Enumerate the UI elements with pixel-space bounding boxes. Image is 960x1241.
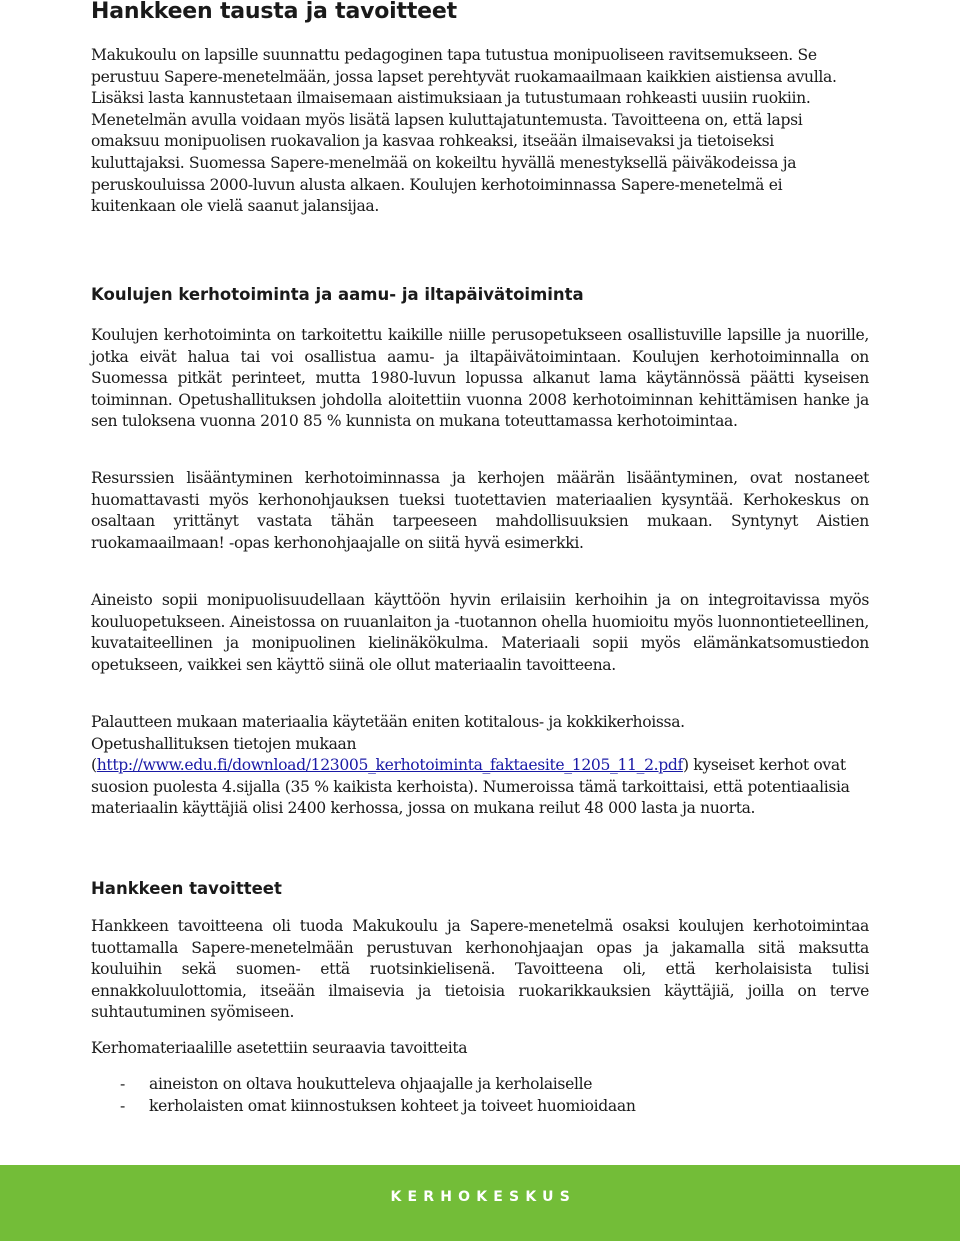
section-heading-kerhotoiminta: Koulujen kerhotoiminta ja aamu- ja iltapäivätoiminta — [91, 285, 584, 304]
paragraph-4-open-paren: ( — [91, 756, 97, 775]
section-heading-tavoitteet: Hankkeen tavoitteet — [91, 879, 282, 898]
goal-text: kerholaisten omat kiinnostuksen kohteet ja toiveet huomioidaan — [149, 1097, 636, 1115]
kerhotoiminta-paragraph-2: Resurssien lisääntyminen kerhotoiminnassa ja kerhojen määrän lisääntyminen, ovat nostaneet huomattavasti myös kerhonohjauksen tueksi tuotettavien materiaalien kysyntää. Kerhokeskus on osaltaan yrittänyt vastata tähän tarpeeseen mahdollisuuksien mukaan. Syntynyt Aistien ruokamaailmaan! -opas kerhonohjaajalle on siitä hyvä esimerkki. — [91, 469, 869, 552]
paragraph-4-line-2: Opetushallituksen tietojen mukaan — [91, 734, 357, 753]
list-dash: - — [120, 1075, 125, 1093]
list-item — [91, 1073, 636, 1095]
page-title: Hankkeen tausta ja tavoitteet — [91, 0, 457, 24]
paragraph-4-rest: ) kyseiset kerhot ovat suosion puolesta 4.sijalla (35 % kaikista kerhoista). Numeroissa tämä tarkoittaisi, että potentiaalisia materiaalin käyttäjiä olisi 2400 kerhossa, jossa on mukana reilut 48 000 lasta ja nuorta. — [91, 756, 850, 818]
intro-paragraph: Makukoulu on lapsille suunnattu pedagoginen tapa tutustua monipuoliseen ravitsemukseen. Se perustuu Sapere-menetelmään, jossa lapset perehtyvät ruokamaailmaan kaikkien aistiensa avulla. Lisäksi lasta kannustetaan ilmaisemaan aistimuksiaan ja tutustumaan rohkeasti uusiin ruokiin. Menetelmän avulla voidaan myös lisätä lapsen kuluttajatuntemusta. Tavoitteena on, että lapsi omaksuu monipuolisen ruokavalion ja kasvaa rohkeaksi, itseään ilmaisevaksi ja tietoiseksi kuluttajaksi. Suomessa Sapere-menelmää on kokeiltu hyvällä menestyksellä päiväkodeissa ja peruskouluissa 2000-luvun alusta alkaen. Koulujen kerhotoiminnassa Sapere-menetelmä ei kuitenkaan ole vielä saanut jalansijaa. — [91, 46, 837, 216]
goal-text: aineiston on oltava houkutteleva ohjaajalle ja kerholaiselle — [149, 1075, 593, 1093]
kerhotoiminta-paragraph-3: Aineisto sopii monipuolisuudellaan käyttöön hyvin erilaisiin kerhoihin ja on integroitavissa myös kouluopetukseen. Aineistossa on ruuanlaiton ja -tuotannon ohella huomioitu myös luonnontieteellinen, kuvataiteellinen ja monipuolinen kielinäkökulma. Materiaali sopii myös elämänkatsomustiedon opetukseen, vaikkei sen käyttö siinä ole ollut materiaalin tavoitteena. — [91, 591, 869, 674]
tavoitteet-paragraph-2: Kerhomateriaalille asetettiin seuraavia tavoitteita — [91, 1039, 468, 1057]
kerhokeskus-logo: KERHOKESKUS — [390, 1189, 576, 1205]
goals-list — [91, 1073, 636, 1117]
kerhotoiminta-paragraph-4 — [91, 712, 869, 820]
list-dash: - — [120, 1097, 125, 1115]
list-item — [91, 1095, 636, 1117]
paragraph-4-line-1: Palautteen mukaan materiaalia käytetään eniten kotitalous- ja kokkikerhoissa. — [91, 713, 685, 731]
faktaesite-link[interactable]: http://www.edu.fi/download/123005_kerhotoiminta_faktaesite_1205_11_2.pdf — [96, 756, 683, 775]
tavoitteet-paragraph-1: Hankkeen tavoitteena oli tuoda Makukoulu ja Sapere-menetelmä osaksi koulujen kerhotoimintaa tuottamalla Sapere-menetelmään perustuvan kerhonohjaajan opas ja jakamalla sitä maksutta kouluihin sekä suomen- että ruotsinkielisenä. Tavoitteena oli, että kerholaisista tulisi ennakkoluulottomia, itseään ilmaisevia ja tietoisia ruokarikkauksien käyttäjiä, joilla on terve suhtautuminen syömiseen. — [91, 917, 869, 1022]
kerhotoiminta-paragraph-1: Koulujen kerhotoiminta on tarkoitettu kaikille niille perusopetukseen osallistuville lapsille ja nuorille, jotka eivät halua tai voi osallistua aamu- ja iltapäivätoimintaan. Koulujen kerhotoiminnalla on Suomessa pitkät perinteet, mutta 1980-luvun lopussa alkanut lama käytännössä päätti kyseisen toiminnan. Opetushallituksen johdolla aloitettiin vuonna 2008 kerhotoiminnan kehittämisen hanke ja sen tuloksena vuonna 2010 85 % kunnista on mukana toteuttamassa kerhotoimintaa. — [91, 326, 869, 431]
footer-bar — [0, 1165, 960, 1241]
